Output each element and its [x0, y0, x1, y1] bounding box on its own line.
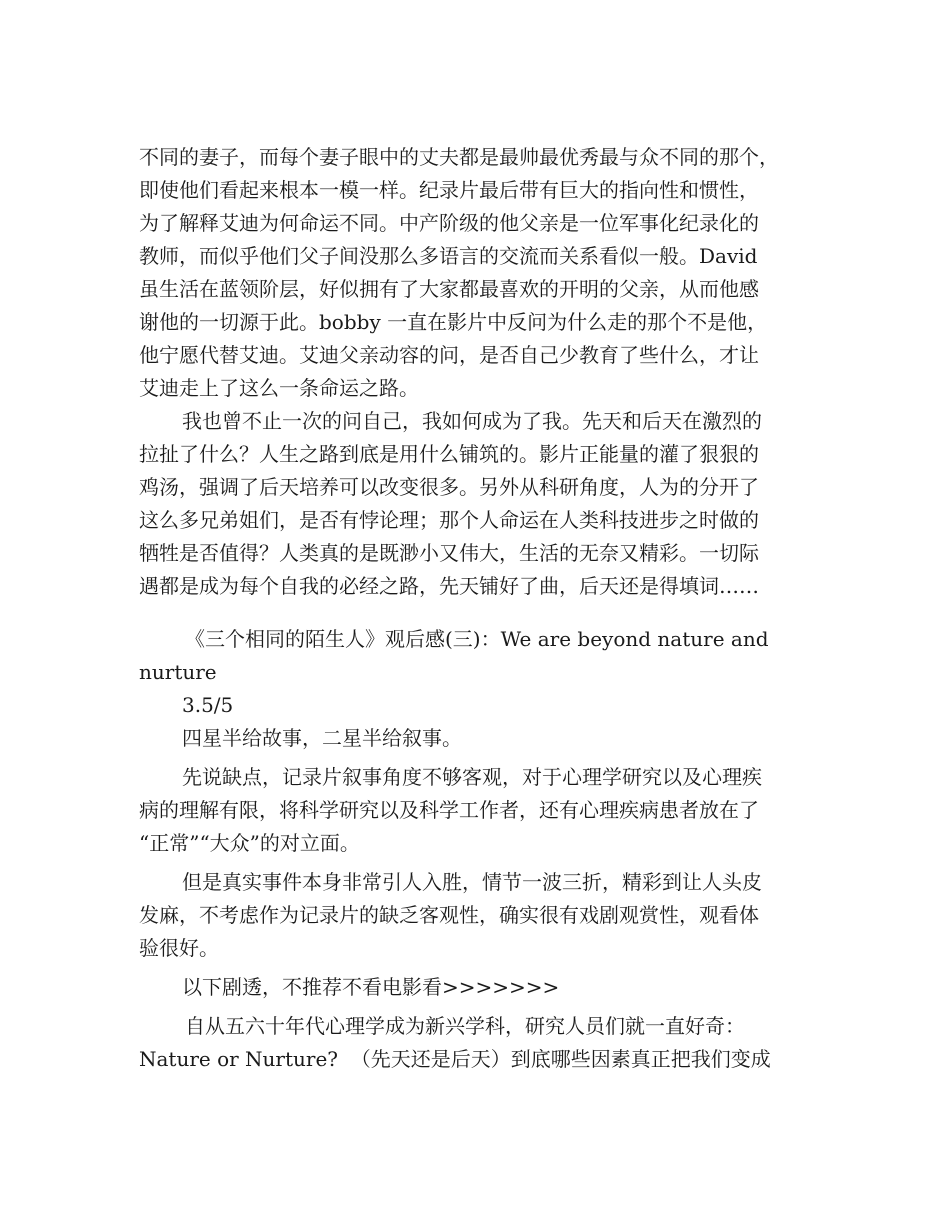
- text-line: 发麻，不考虑作为记录片的缺乏客观性，确实很有戏剧观赏性，观看体: [139, 903, 759, 927]
- text-line: 鸡汤，强调了后天培养可以改变很多。另外从科研角度，人为的分开了: [139, 475, 759, 499]
- section-heading-continuation: nurture: [139, 660, 217, 684]
- text-line: 即使他们看起来根本一模一样。纪录片最后带有巨大的指向性和惯性，: [139, 178, 759, 202]
- text-line: 这么多兄弟姐们，是否有悖论理；那个人命运在人类科技进步之时做的: [139, 508, 759, 532]
- text-line: 拉扯了什么？人生之路到底是用什么铺筑的。影片正能量的灌了狠狠的: [139, 442, 759, 466]
- text-line: 谢他的一切源于此。bobby 一直在影片中反问为什么走的那个不是他，: [139, 310, 768, 334]
- section-heading: 《三个相同的陌生人》观后感(三)：We are beyond nature and: [185, 627, 769, 651]
- spoiler-notice: 以下剧透，不推荐不看电影看>>>>>>>: [182, 975, 560, 999]
- text-line: 验很好。: [139, 936, 219, 960]
- paragraph-start-line: 四星半给故事，二星半给叙事。: [182, 726, 462, 750]
- paragraph-start-line: 但是真实事件本身非常引人入胜，情节一波三折，精彩到让人头皮: [182, 870, 762, 894]
- text-line: 他宁愿代替艾迪。艾迪父亲动容的问，是否自己少教育了些什么，才让: [139, 343, 759, 367]
- text-line: 不同的妻子，而每个妻子眼中的丈夫都是最帅最优秀最与众不同的那个，: [139, 145, 779, 169]
- paragraph-start-line: 先说缺点，记录片叙事角度不够客观，对于心理学研究以及心理疾: [182, 765, 762, 789]
- paragraph-start-line: 我也曾不止一次的问自己，我如何成为了我。先天和后天在激烈的: [182, 409, 762, 433]
- text-line: 艾迪走上了这么一条命运之路。: [139, 376, 419, 400]
- text-line: 为了解释艾迪为何命运不同。中产阶级的他父亲是一位军事化纪录化的: [139, 211, 759, 235]
- text-line: 牺牲是否值得？人类真的是既渺小又伟大，生活的无奈又精彩。一切际: [139, 541, 759, 565]
- text-line: 遇都是成为每个自我的必经之路，先天铺好了曲，后天还是得填词……: [139, 574, 759, 598]
- text-line: “正常”“大众”的对立面。: [139, 831, 360, 855]
- rating-line: 3.5/5: [182, 693, 234, 717]
- text-line: Nature or Nurture? （先天还是后天）到底哪些因素真正把我们变成: [139, 1047, 771, 1071]
- text-line: 教师，而似乎他们父子间没那么多语言的交流而关系看似一般。David: [139, 244, 758, 268]
- text-line: 虽生活在蓝领阶层，好似拥有了大家都最喜欢的开明的父亲，从而他感: [139, 277, 759, 301]
- paragraph-start-line: 自从五六十年代心理学成为新兴学科，研究人员们就一直好奇：: [185, 1014, 745, 1038]
- text-line: 病的理解有限，将科学研究以及科学工作者，还有心理疾病患者放在了: [139, 798, 759, 822]
